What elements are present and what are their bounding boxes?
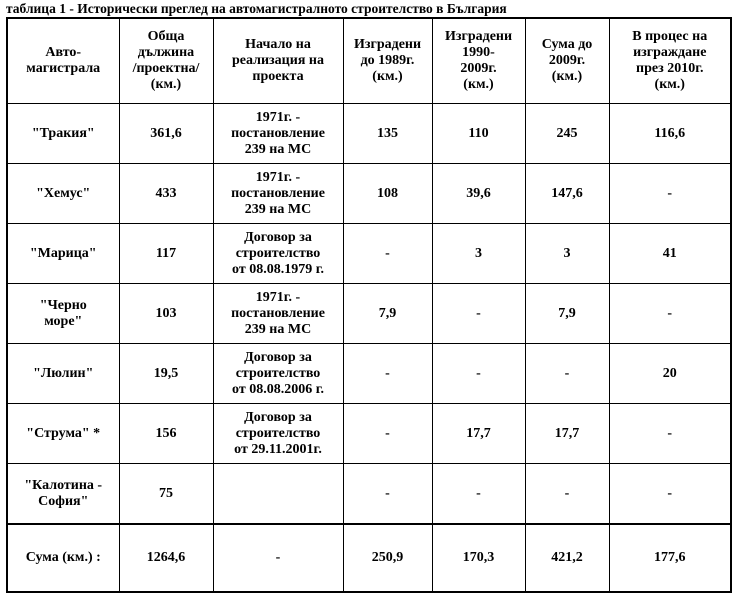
cell-in-progress-2010: - — [609, 164, 731, 224]
table-header-row — [7, 18, 731, 104]
table-caption: таблица 1 - Исторически преглед на автомагистралното строителство в България — [6, 1, 507, 16]
cell-total-length: 103 — [119, 284, 213, 344]
total-length: 1264,6 — [119, 524, 213, 592]
cell-project-start: 1971г. - постановление 239 на МС — [213, 164, 343, 224]
cell-total-length: 361,6 — [119, 104, 213, 164]
table-row — [7, 104, 731, 164]
cell-project-start: Договор за строителство от 08.08.1979 г. — [213, 224, 343, 284]
cell-total-length: 75 — [119, 464, 213, 525]
cell-in-progress-2010: 20 — [609, 344, 731, 404]
cell-built-1990-2009: 17,7 — [432, 404, 525, 464]
header-project-start: Начало на реализация на проекта — [213, 18, 343, 104]
table-row — [7, 284, 731, 344]
cell-project-start: Договор за строителство от 08.08.2006 г. — [213, 344, 343, 404]
cell-built-1990-2009: 3 — [432, 224, 525, 284]
cell-sum-until-2009: 3 — [525, 224, 609, 284]
header-in-progress-2010: В процес на изграждане през 2010г. (км.) — [609, 18, 731, 104]
table-row — [7, 464, 731, 525]
total-label: Сума (км.) : — [7, 524, 119, 592]
cell-in-progress-2010: - — [609, 464, 731, 525]
cell-built-1990-2009: - — [432, 284, 525, 344]
cell-project-start: 1971г. - постановление 239 на МС — [213, 104, 343, 164]
cell-sum-until-2009: - — [525, 344, 609, 404]
table-row — [7, 224, 731, 284]
table-row — [7, 164, 731, 224]
header-total-length: Обща дължина /проектна/ (км.) — [119, 18, 213, 104]
cell-built-1990-2009: - — [432, 464, 525, 525]
cell-built-until-1989: - — [343, 224, 432, 284]
cell-sum-until-2009: - — [525, 464, 609, 525]
cell-project-start — [213, 464, 343, 525]
cell-sum-until-2009: 7,9 — [525, 284, 609, 344]
table-total-row — [7, 524, 731, 592]
cell-built-until-1989: 108 — [343, 164, 432, 224]
cell-in-progress-2010: 116,6 — [609, 104, 731, 164]
cell-in-progress-2010: 41 — [609, 224, 731, 284]
cell-highway: "Калотина - София" — [7, 464, 119, 525]
cell-built-until-1989: 7,9 — [343, 284, 432, 344]
cell-in-progress-2010: - — [609, 404, 731, 464]
cell-project-start: 1971г. - постановление 239 на МС — [213, 284, 343, 344]
header-built-1990-2009: Изградени 1990- 2009г. (км.) — [432, 18, 525, 104]
cell-sum-until-2009: 17,7 — [525, 404, 609, 464]
header-sum-until-2009: Сума до 2009г. (км.) — [525, 18, 609, 104]
cell-highway: "Струма" * — [7, 404, 119, 464]
header-built-until-1989: Изградени до 1989г. (км.) — [343, 18, 432, 104]
cell-total-length: 117 — [119, 224, 213, 284]
cell-sum-until-2009: 245 — [525, 104, 609, 164]
cell-built-1990-2009: 110 — [432, 104, 525, 164]
table-row — [7, 344, 731, 404]
header-highway: Авто- магистрала — [7, 18, 119, 104]
total-project-start: - — [213, 524, 343, 592]
cell-in-progress-2010: - — [609, 284, 731, 344]
total-in-progress-2010: 177,6 — [609, 524, 731, 592]
cell-sum-until-2009: 147,6 — [525, 164, 609, 224]
cell-built-until-1989: 135 — [343, 104, 432, 164]
total-built-until-1989: 250,9 — [343, 524, 432, 592]
cell-built-1990-2009: 39,6 — [432, 164, 525, 224]
cell-highway: "Хемус" — [7, 164, 119, 224]
cell-built-until-1989: - — [343, 344, 432, 404]
cell-total-length: 433 — [119, 164, 213, 224]
cell-highway: "Тракия" — [7, 104, 119, 164]
highway-history-table — [6, 17, 732, 593]
total-sum-until-2009: 421,2 — [525, 524, 609, 592]
cell-highway: "Черно море" — [7, 284, 119, 344]
cell-highway: "Марица" — [7, 224, 119, 284]
cell-built-until-1989: - — [343, 404, 432, 464]
cell-total-length: 19,5 — [119, 344, 213, 404]
cell-highway: "Люлин" — [7, 344, 119, 404]
total-built-1990-2009: 170,3 — [432, 524, 525, 592]
table-row — [7, 404, 731, 464]
cell-project-start: Договор за строителство от 29.11.2001г. — [213, 404, 343, 464]
cell-built-until-1989: - — [343, 464, 432, 525]
cell-total-length: 156 — [119, 404, 213, 464]
cell-built-1990-2009: - — [432, 344, 525, 404]
